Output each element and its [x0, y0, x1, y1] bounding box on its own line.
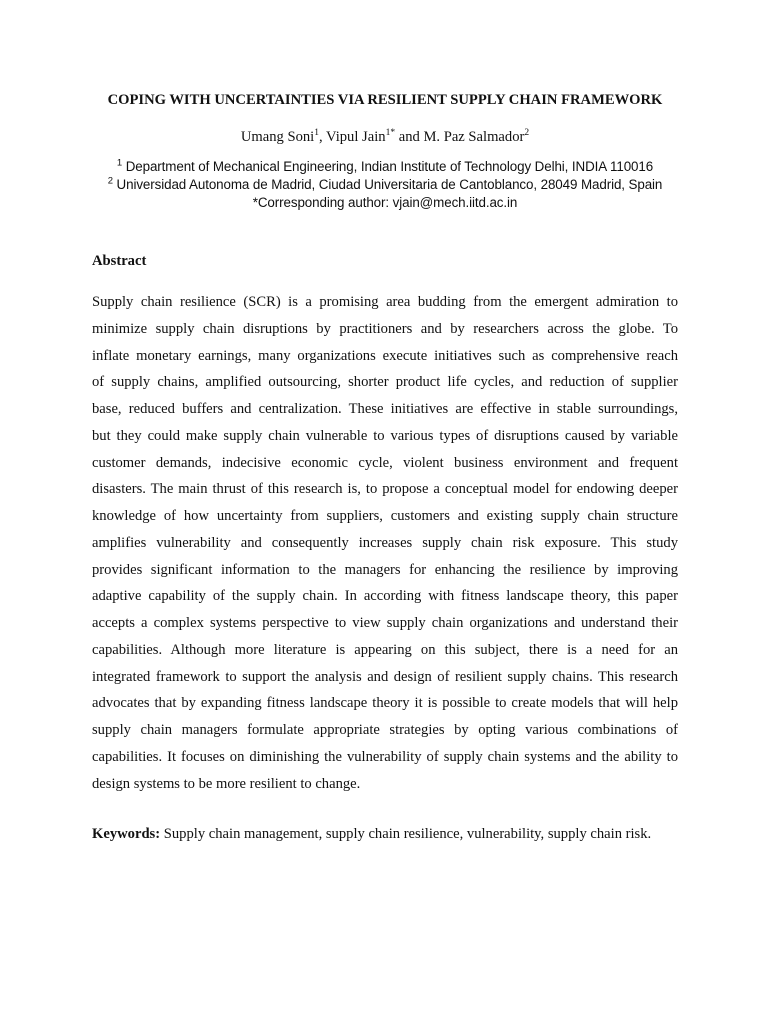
corresponding-author: *Corresponding author: vjain@mech.iitd.ac.in	[252, 195, 518, 210]
keywords-text: Supply chain management, supply chain resilience, vulnerability, supply chain risk.	[160, 826, 652, 842]
affiliation-2	[92, 177, 678, 192]
abstract-line: inflate monetary earnings, many organizations execute initiatives such as comprehensive reach	[92, 347, 678, 364]
abstract-line: minimize supply chain disruptions by practitioners and by researchers across the globe. To	[92, 320, 678, 337]
author-affiliation-mark: 1*	[385, 128, 396, 139]
author-affiliation-mark: 2	[524, 128, 530, 139]
affiliation-mark: 2	[107, 175, 113, 187]
abstract-line: advocates that by expanding fitness landscape theory it is possible to create models that will help	[92, 695, 678, 712]
abstract-line: Supply chain resilience (SCR) is a promising area budding from the emergent admiration to	[92, 294, 678, 310]
abstract-line: integrated framework to support the analysis and design of resilient supply chains. This research	[92, 668, 678, 685]
abstract-line: amplifies vulnerability and consequently increases supply chain risk exposure. This study	[92, 534, 678, 551]
author-name: Umang Soni	[240, 129, 315, 145]
abstract-line: provides significant information to the managers for enhancing the resilience by improving	[92, 561, 678, 578]
abstract-line: capabilities. Although more literature is appearing on this subject, there is a need for an	[92, 641, 678, 658]
abstract-line: supply chain managers formulate appropriate strategies by opting various combinations of	[92, 722, 678, 738]
affiliation-1	[92, 159, 678, 174]
abstract-line: adaptive capability of the supply chain. In according with fitness landscape theory, this paper	[92, 588, 678, 605]
author-name: Vipul Jain	[326, 129, 386, 145]
abstract-line: of supply chains, amplified outsourcing, shorter product life cycles, and reduction of supplier	[92, 374, 678, 391]
author-separator: and	[395, 129, 424, 145]
abstract-line: capabilities. It focuses on diminishing the vulnerability of supply chain systems and the ability to	[92, 748, 678, 765]
abstract-body	[92, 289, 678, 797]
abstract-heading: Abstract	[92, 253, 147, 269]
abstract-line: design systems to be more resilient to change.	[92, 775, 361, 792]
author-name: M. Paz Salmador	[423, 129, 525, 145]
affiliation-mark: 1	[116, 157, 123, 169]
abstract-line: disasters. The main thrust of this research is, to propose a conceptual model for endowing deeper	[92, 481, 678, 498]
paper-title: COPING WITH UNCERTAINTIES VIA RESILIENT SUPPLY CHAIN FRAMEWORK	[107, 92, 663, 108]
author-separator: ,	[318, 129, 327, 145]
affiliation-text: Department of Mechanical Engineering, Indian Institute of Technology Delhi, INDIA 110016	[122, 159, 654, 174]
keywords	[92, 826, 678, 843]
abstract-line: knowledge of how uncertainty from suppliers, customers and existing supply chain structure	[92, 508, 678, 524]
abstract-line: base, reduced buffers and centralization. These initiatives are effective in stable surroundings,	[92, 401, 678, 417]
keywords-label: Keywords:	[92, 826, 161, 842]
abstract-line: customer demands, indecisive economic cycle, violent business environment and frequent	[92, 454, 678, 471]
abstract-line: accepts a complex systems perspective to view supply chain organizations and understand their	[92, 615, 678, 631]
affiliation-text: Universidad Autonoma de Madrid, Ciudad Universitaria de Cantoblanco, 28049 Madrid, Spain	[112, 177, 663, 192]
author-list	[92, 129, 678, 146]
abstract-line: but they could make supply chain vulnerable to various types of disruptions caused by variable	[92, 427, 678, 444]
author-affiliation-mark: 1	[314, 128, 319, 139]
